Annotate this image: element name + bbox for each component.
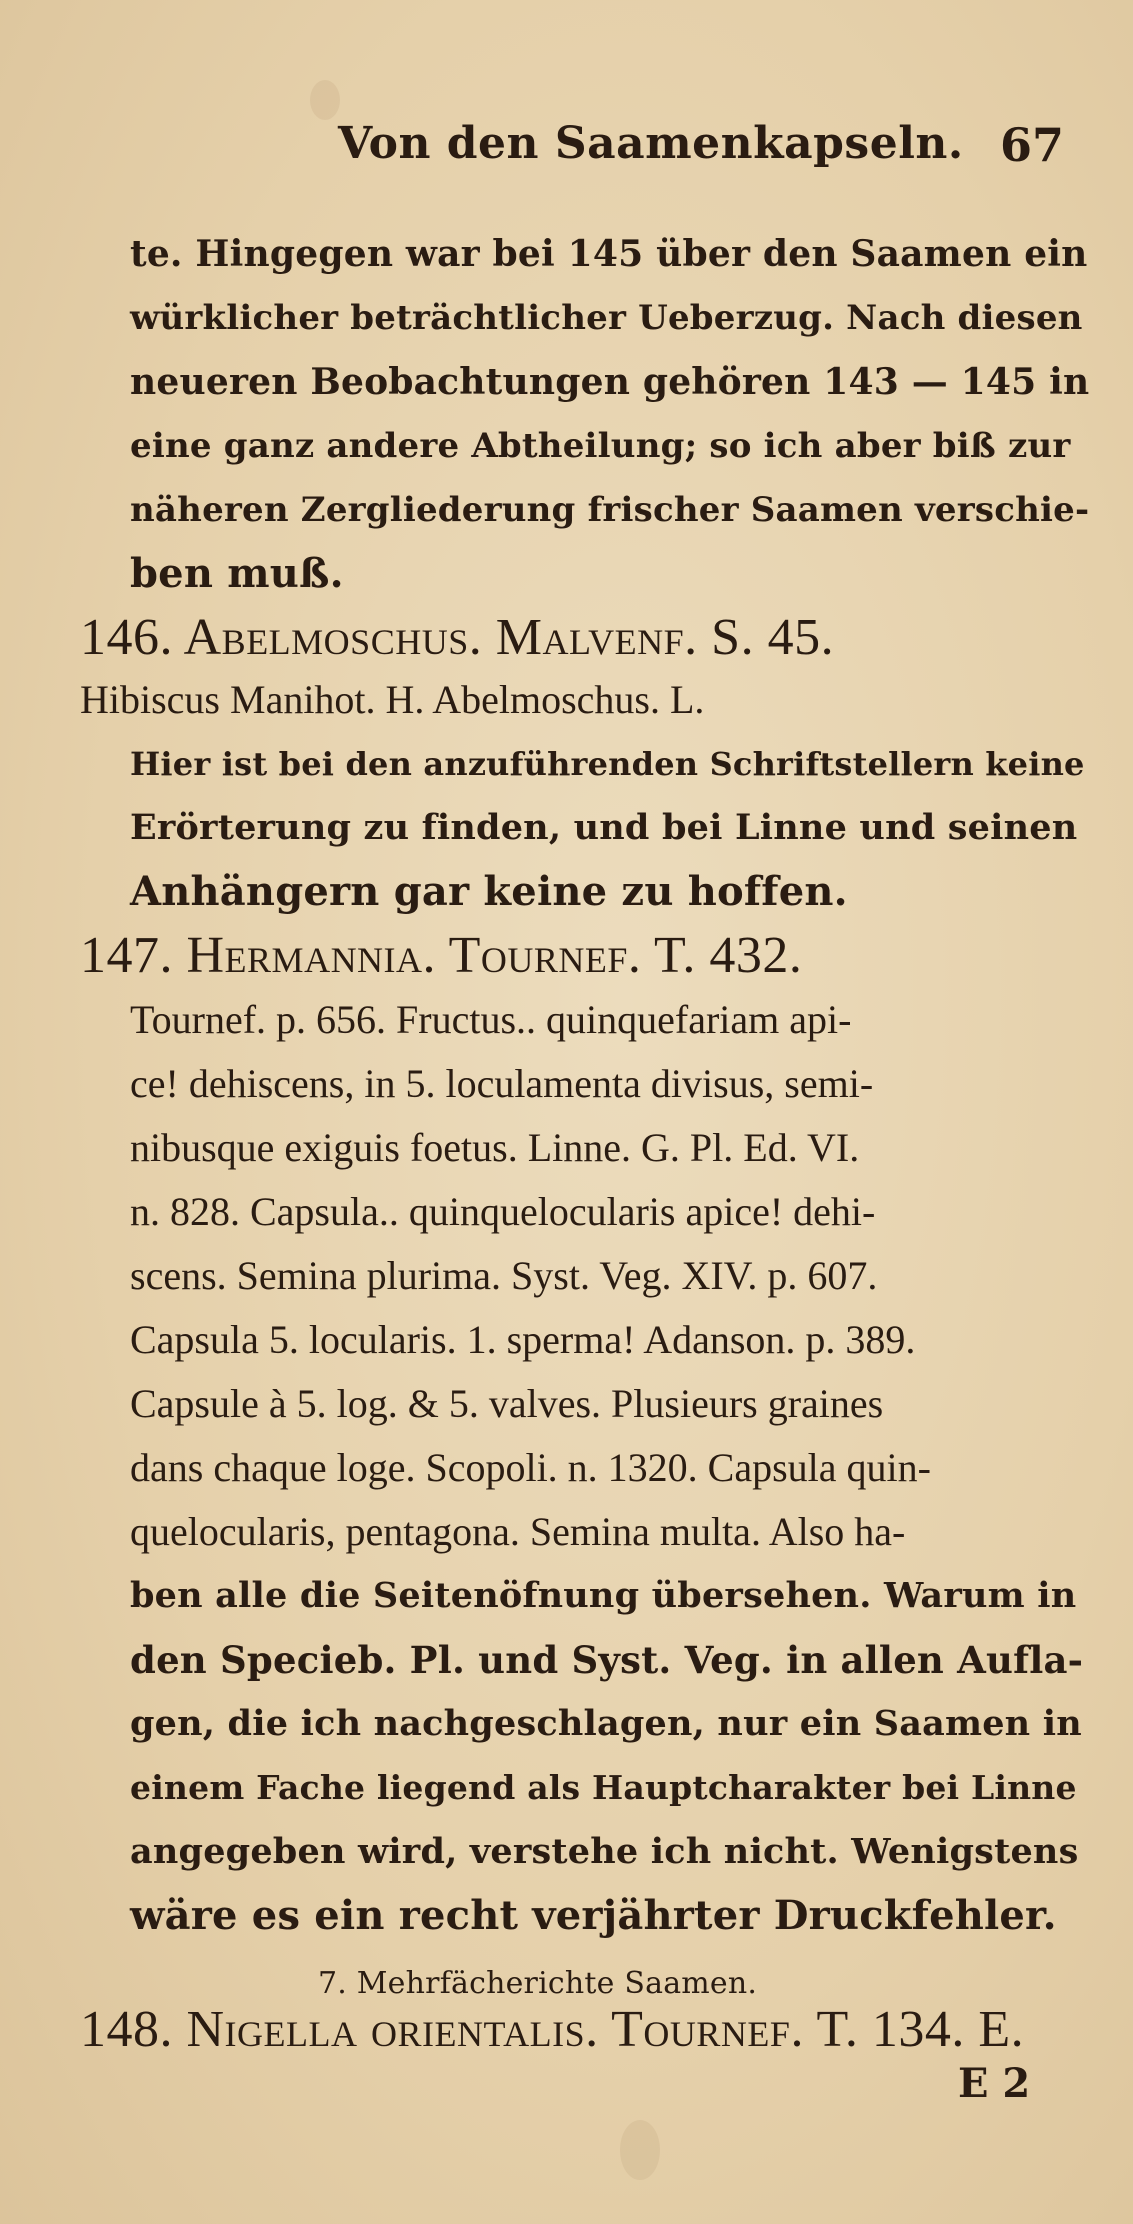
text-line: den Specieb. Pl. und Syst. Veg. in allen Aufla- bbox=[130, 1638, 1084, 1682]
text-line: Erörterung zu finden, und bei Linne und seinen bbox=[130, 807, 1078, 848]
page-number: 67 bbox=[1000, 118, 1065, 172]
text-line: ben alle die Seitenöfnung übersehen. Warum in bbox=[130, 1575, 1077, 1616]
text-line: Hibiscus Manihot. H. Abelmoschus. L. bbox=[80, 677, 705, 722]
paper-stain bbox=[310, 80, 340, 120]
text-line: Tournef. p. 656. Fructus.. quinquefariam api- bbox=[130, 997, 852, 1042]
text-line: neueren Beobachtungen gehören 143 — 145 in bbox=[130, 361, 1090, 403]
entry-heading: 148. Nigella orientalis. Tournef. T. 134. E. bbox=[80, 2001, 1025, 2058]
text-line: Anhängern gar keine zu hoffen. bbox=[130, 868, 848, 915]
paper-stain bbox=[620, 2120, 660, 2180]
signature-mark: E 2 bbox=[958, 2060, 1031, 2107]
entry-heading: 147. Hermannia. Tournef. T. 432. bbox=[80, 927, 803, 984]
text-line: n. 828. Capsula.. quinquelocularis apice! dehi- bbox=[130, 1189, 876, 1234]
text-line: quelocularis, pentagona. Semina multa. Also ha- bbox=[130, 1509, 906, 1554]
text-line: eine ganz andere Abtheilung; so ich aber biß zur bbox=[130, 426, 1071, 466]
text-line: ce! dehiscens, in 5. loculamenta divisus, semi- bbox=[130, 1061, 874, 1106]
text-line: dans chaque loge. Scopoli. n. 1320. Capsula quin- bbox=[130, 1445, 931, 1490]
page-title: Von den Saamenkapseln. bbox=[338, 118, 964, 169]
text-line: nibusque exiguis foetus. Linne. G. Pl. Ed. VI. bbox=[130, 1125, 860, 1170]
text-line: würklicher beträchtlicher Ueberzug. Nach diesen bbox=[130, 298, 1083, 338]
text-line: gen, die ich nachgeschlagen, nur ein Saamen in bbox=[130, 1703, 1082, 1744]
text-line: angegeben wird, verstehe ich nicht. Wenigstens bbox=[130, 1831, 1079, 1872]
section-heading: 7. Mehrfächerichte Saamen. bbox=[318, 1966, 758, 2001]
text-line: einem Fache liegend als Hauptcharakter bei Linne bbox=[130, 1768, 1077, 1807]
entry-heading: 146. Abelmoschus. Malvenf. S. 45. bbox=[80, 609, 835, 666]
text-line: näheren Zergliederung frischer Saamen verschie- bbox=[130, 490, 1090, 530]
text-line: wäre es ein recht verjährter Druckfehler. bbox=[130, 1892, 1057, 1939]
text-line: Capsula 5. locularis. 1. sperma! Adanson. p. 389. bbox=[130, 1317, 916, 1362]
text-line: Capsule à 5. log. & 5. valves. Plusieurs graines bbox=[130, 1381, 884, 1426]
text-line: ben muß. bbox=[130, 550, 344, 597]
text-line: scens. Semina plurima. Syst. Veg. XIV. p. 607. bbox=[130, 1253, 878, 1298]
text-line: Hier ist bei den anzuführenden Schriftstellern keine bbox=[130, 745, 1085, 783]
text-line: te. Hingegen war bei 145 über den Saamen ein bbox=[130, 233, 1088, 275]
running-header bbox=[0, 118, 1133, 188]
